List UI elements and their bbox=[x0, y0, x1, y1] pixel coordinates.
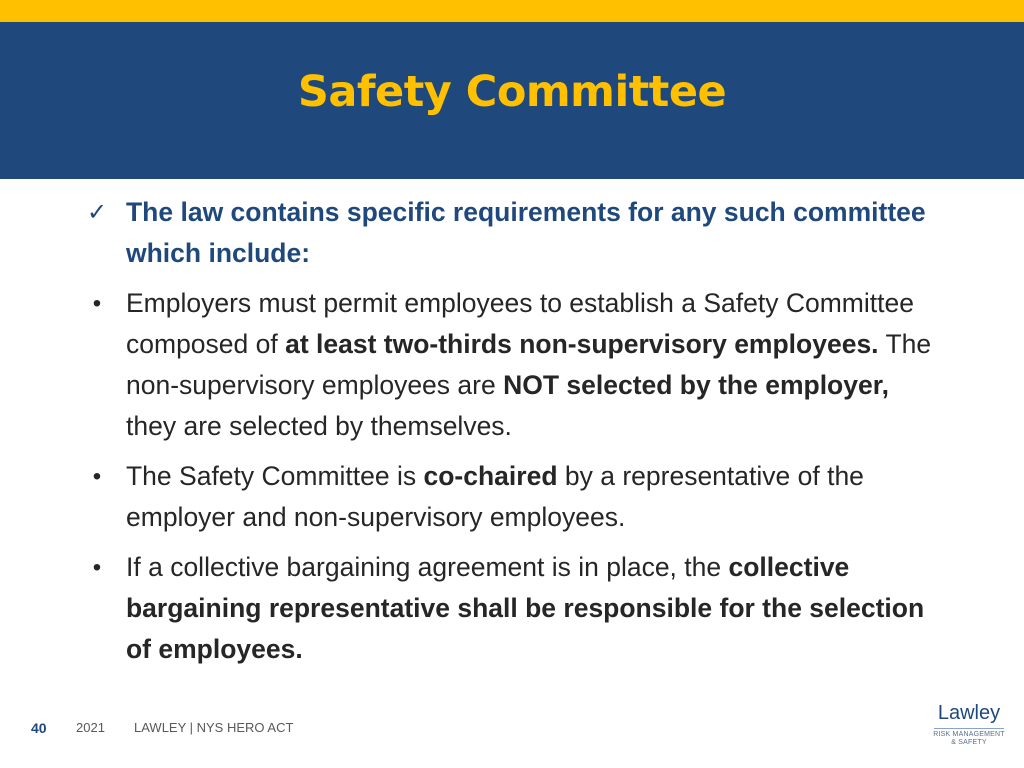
bullet-dot-icon: • bbox=[92, 554, 102, 581]
bullet-1-text-3: they are selected by themselves. bbox=[126, 411, 512, 441]
bullet-3-emphasis-1: collective bargaining representative shall be responsible for the selection of employees. bbox=[126, 552, 925, 664]
bullet-item-2 bbox=[82, 456, 942, 538]
checkmark-icon: ✓ bbox=[86, 198, 108, 226]
bullet-item-3 bbox=[82, 547, 942, 670]
top-accent-stripe bbox=[0, 0, 1024, 22]
slide-footer bbox=[0, 716, 1024, 740]
bullet-3-text-1: If a collective bargaining agreement is in place, the bbox=[126, 552, 729, 582]
bullet-1-emphasis-2: NOT selected by the employer, bbox=[503, 370, 889, 400]
bullet-2-text-1: The Safety Committee is bbox=[126, 461, 424, 491]
bullet-1-emphasis-1: at least two-thirds non-supervisory employees. bbox=[285, 329, 879, 359]
page-number: 40 bbox=[31, 720, 47, 736]
bullet-2-emphasis-1: co-chaired bbox=[423, 461, 558, 491]
footer-year: 2021 bbox=[76, 720, 105, 735]
slide-title: Safety Committee bbox=[297, 67, 727, 117]
logo-wordmark: Lawley bbox=[937, 702, 1001, 724]
bullet-2-text-2: by a representative of the employer and non-supervisory employees. bbox=[126, 461, 864, 532]
bullet-dot-icon: • bbox=[92, 463, 102, 490]
lawley-logo bbox=[926, 700, 1012, 752]
logo-tagline-line2: & SAFETY bbox=[951, 739, 987, 746]
bullet-1-text-2: The non-supervisory employees are bbox=[126, 329, 932, 400]
bullet-1-text-1: Employers must permit employees to establish a Safety Committee composed of bbox=[126, 288, 914, 359]
slide-content bbox=[82, 192, 942, 679]
intro-item bbox=[82, 192, 942, 274]
logo-tagline-line1: RISK MANAGEMENT bbox=[933, 731, 1005, 738]
intro-text: The law contains specific requirements for any such committee which include: bbox=[126, 197, 926, 268]
logo-divider bbox=[934, 728, 1004, 729]
footer-text: LAWLEY | NYS HERO ACT bbox=[134, 720, 294, 735]
bullet-item-1 bbox=[82, 283, 942, 447]
bullet-dot-icon: • bbox=[92, 290, 102, 317]
